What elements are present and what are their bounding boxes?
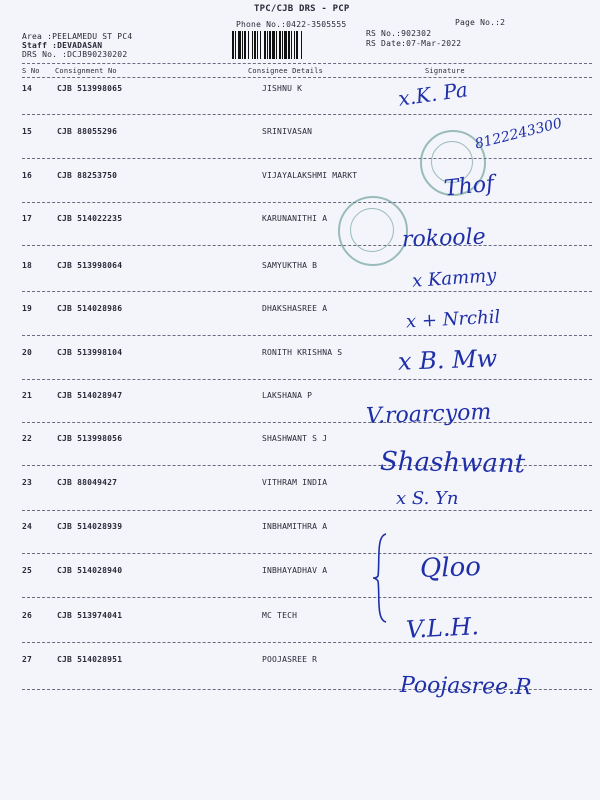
row-consignee: JISHNU K [262, 84, 303, 93]
column-consignee: Consignee Details [248, 67, 324, 75]
rubber-stamp [338, 196, 408, 266]
row-sno: 23 [22, 478, 33, 487]
area-field: Area :PEELAMEDU ST PC4 [22, 32, 133, 41]
row-sno: 21 [22, 391, 33, 400]
signature-row-26: V.L.H. [405, 612, 480, 644]
row-consignee: DHAKSHASREE A [262, 304, 328, 313]
row-divider [22, 510, 592, 511]
signature-row-21: V.roarcyom [365, 399, 492, 430]
row-consignment: CJB 514028986 [57, 304, 123, 313]
row-consignee: SHASHWANT S J [262, 434, 328, 443]
signature-rows-24-25: Qloo [419, 551, 482, 585]
document-title: TPC/CJB DRS - PCP [254, 4, 350, 14]
row-sno: 20 [22, 348, 33, 357]
row-sno: 26 [22, 611, 33, 620]
row-consignee: MC TECH [262, 611, 298, 620]
row-consignment: CJB 513998064 [57, 261, 123, 270]
row-consignee: LAKSHANA P [262, 391, 313, 400]
row-consignee: INBHAYADHAV A [262, 566, 328, 575]
column-sno: S No [22, 67, 40, 75]
signature-row-20: x B. Mw [397, 344, 498, 376]
row-consignee: VIJAYALAKSHMI MARKT [262, 171, 358, 180]
row-consignment: CJB 513974041 [57, 611, 123, 620]
row-divider [22, 422, 592, 423]
row-consignment: CJB 514022235 [57, 214, 123, 223]
row-divider [22, 202, 592, 203]
row-divider [22, 245, 592, 246]
signature-row-16: Thof [442, 171, 496, 202]
row-consignment: CJB 514028951 [57, 655, 123, 664]
signature-row-27: Poojasree.R [399, 672, 532, 701]
row-divider [22, 158, 592, 159]
barcode [232, 31, 360, 59]
row-divider [22, 642, 592, 643]
row-sno: 19 [22, 304, 33, 313]
signature-row-15: 8122243300 [473, 115, 564, 153]
signature-row-14: x.K. Pa [396, 77, 470, 111]
barcode-bar [302, 31, 303, 59]
drs-number: DRS No. :DCJB90230202 [22, 50, 128, 59]
row-sno: 17 [22, 214, 33, 223]
row-consignee: INBHAMITHRA A [262, 522, 328, 531]
column-signature: Signature [425, 67, 465, 75]
row-sno: 14 [22, 84, 33, 93]
row-sno: 24 [22, 522, 33, 531]
row-sno: 27 [22, 655, 33, 664]
row-divider [22, 291, 592, 292]
row-sno: 16 [22, 171, 33, 180]
row-consignment: CJB 514028939 [57, 522, 123, 531]
row-consignee: SAMYUKTHA B [262, 261, 318, 270]
phone-number: Phone No.:0422-3505555 [236, 20, 347, 29]
signature-row-23: x S. Yn [396, 488, 459, 509]
row-sno: 18 [22, 261, 33, 270]
row-consignment: CJB 513998065 [57, 84, 123, 93]
signature-row-22: Shashwant [379, 446, 526, 480]
header-divider [22, 63, 592, 64]
row-consignment: CJB 514028947 [57, 391, 123, 400]
row-sno: 22 [22, 434, 33, 443]
row-consignee: POOJASREE R [262, 655, 318, 664]
row-divider [22, 597, 592, 598]
row-consignee: SRINIVASAN [262, 127, 313, 136]
staff-field: Staff :DEVADASAN [22, 41, 103, 50]
column-divider [22, 77, 592, 78]
row-consignment: CJB 88049427 [57, 478, 118, 487]
row-consignment: CJB 88253750 [57, 171, 118, 180]
column-consignment: Consignment No [55, 67, 117, 75]
rs-number: RS No.:902302 [366, 29, 432, 38]
row-divider [22, 379, 592, 380]
rs-date: RS Date:07-Mar-2022 [366, 39, 462, 48]
signature-row-18: x Kammy [411, 265, 497, 292]
row-consignment: CJB 514028940 [57, 566, 123, 575]
signature-row-19: x + Nrchil [405, 306, 501, 333]
row-consignee: VITHRAM INDIA [262, 478, 328, 487]
row-consignment: CJB 513998104 [57, 348, 123, 357]
row-divider [22, 335, 592, 336]
row-divider [22, 114, 592, 115]
row-consignment: CJB 513998056 [57, 434, 123, 443]
row-consignee: RONITH KRISHNA S [262, 348, 343, 357]
row-sno: 25 [22, 566, 33, 575]
row-divider [22, 553, 592, 554]
page-number: Page No.:2 [455, 18, 506, 27]
row-sno: 15 [22, 127, 33, 136]
row-consignment: CJB 88055296 [57, 127, 118, 136]
signature-row-17: rokoole [401, 224, 487, 253]
signature-brace [372, 532, 388, 624]
row-consignee: KARUNANITHI A [262, 214, 328, 223]
